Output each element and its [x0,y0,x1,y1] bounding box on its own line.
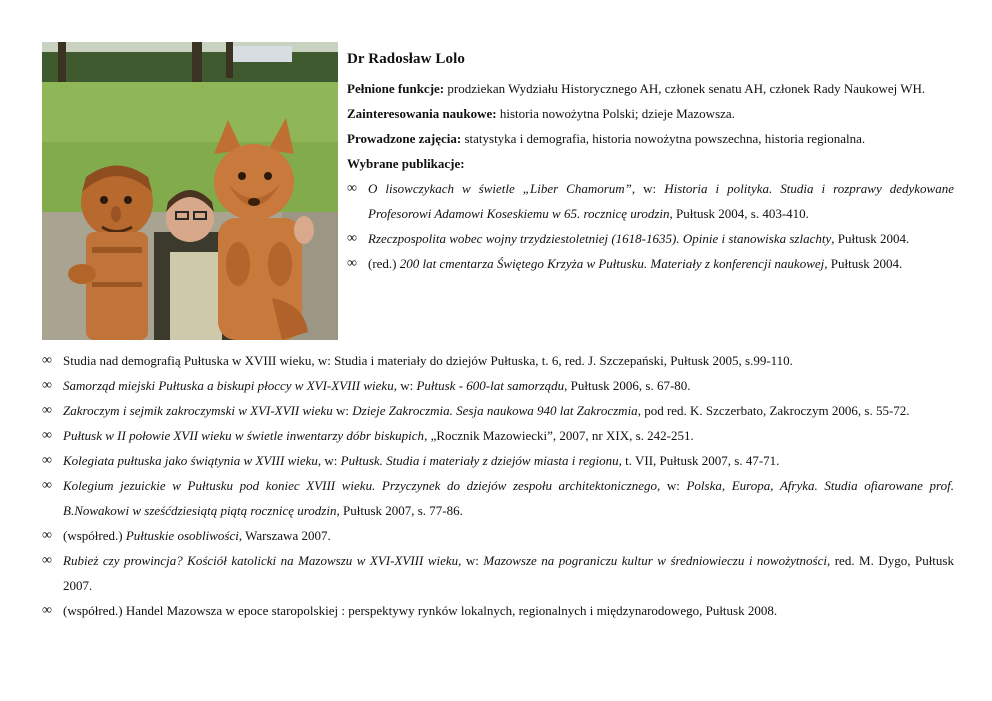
publication-item [42,348,954,373]
classes-label: Prowadzone zajęcia: [347,131,462,146]
infinity-bullet-icon: ∞ [42,353,52,368]
publication-text: (współred.) [63,528,126,543]
classes-line [347,126,954,151]
interests-label: Zainteresowania naukowe: [347,106,497,121]
publication-item [42,548,954,598]
publication-text: , w: [458,553,484,568]
publication-text: w: [332,403,353,418]
publication-item [42,473,954,523]
publication-item [347,251,954,276]
publication-item [42,398,954,423]
publication-title-text: Pułtusk - 600-lat samorządu [416,378,565,393]
publication-title-text: Zakroczym i sejmik zakroczymski w XVI-XVII wieku [63,403,333,418]
publication-text: , Pułtusk 2006, s. 67-80. [564,378,691,393]
publication-item [42,423,954,448]
infinity-bullet-icon: ∞ [42,553,52,568]
publication-text: , „Rocznik Mazowiecki”, 2007, nr XIX, s. 242-251. [424,428,694,443]
publication-title-text: Rubież czy prowincja? Kościół katolicki na Mazowszu w XVI-XVIII wieku [63,553,459,568]
functions-label: Pełnione funkcje: [347,81,445,96]
publication-text: , w: [631,181,665,196]
publication-text: , w: [657,478,687,493]
person-name: Dr Radosław Lolo [347,51,466,67]
info-block [347,76,954,276]
publication-title-text: Historia i polityka. Studia i rozprawy dedykowane Profesorowi Adamowi Koseskiemu w 65. rocznicę urodzin [368,181,955,221]
infinity-bullet-icon: ∞ [42,478,52,493]
publication-text: , Pułtusk 2004, s. 403-410. [669,206,809,221]
infinity-bullet-icon: ∞ [347,181,357,196]
infinity-bullet-icon: ∞ [42,603,52,618]
functions-line [347,76,954,101]
publication-text: , w: [317,453,341,468]
infinity-bullet-icon: ∞ [347,231,357,246]
publication-title-text: Pułtusk w II połowie XVII wieku w świetle inwentarzy dóbr biskupich [63,428,425,443]
publication-title-text: Polska, Europa, Afryka. Studia ofiarowane prof. B.Nowakowi w sześćdziesiątą piątą rocznicę urodzin [63,478,954,518]
interests-line [347,101,954,126]
publication-title-text: Pułtusk. Studia i materiały z dziejów miasta i regionu [340,453,619,468]
infinity-bullet-icon: ∞ [347,256,357,271]
publications-label: Wybrane publikacje: [347,156,465,171]
infinity-bullet-icon: ∞ [42,528,52,543]
infinity-bullet-icon: ∞ [42,453,52,468]
publication-title-text: Kolegiata pułtuska jako świątynia w XVIII wieku [63,453,318,468]
publication-title-text: Dzieje Zakroczmia. Sesja naukowa 940 lat Zakroczmia [352,403,638,418]
interests-text: historia nowożytna Polski; dzieje Mazowsza. [496,106,735,121]
publication-text: , pod red. K. Szczerbato, Zakroczym 2006, s. 55-72. [637,403,910,418]
publication-item [347,226,954,251]
publication-text: , Warszawa 2007. [238,528,331,543]
publications-list-top [347,176,954,276]
classes-text: statystyka i demografia, historia nowożytna powszechna, historia regionalna. [461,131,866,146]
infinity-bullet-icon: ∞ [42,378,52,393]
functions-text: prodziekan Wydziału Historycznego AH, członek senatu AH, członek Rady Naukowej WH. [444,81,926,96]
publications-heading [347,151,954,176]
publication-title-text: Kolegium jezuickie w Pułtusku pod koniec XVIII wieku. Przyczynek do dziejów zespołu architektonicznego [63,478,657,493]
publication-title-text: Pułtuskie osobliwości [125,528,239,543]
publication-text: , Pułtusk 2004. [831,231,910,246]
publication-item [42,373,954,398]
publications-list-lower [42,348,954,623]
publication-text: , Pułtusk 2004. [824,256,903,271]
portrait-photo [42,42,338,340]
publications-list-lower-wrap [42,348,954,623]
publication-text: (red.) [368,256,400,271]
publication-title-text: Mazowsze na pograniczu kultur w średniowieczu i nowożytności [483,553,827,568]
publication-title-text: Samorząd miejski Pułtuska a biskupi płoccy w XVI-XVIII wieku [63,378,394,393]
infinity-bullet-icon: ∞ [42,403,52,418]
publication-text: , w: [393,378,417,393]
publication-title-text: Rzeczpospolita wobec wojny trzydziestoletniej (1618-1635). Opinie i stanowiska szlachty [368,231,832,246]
publication-text: Studia nad demografią Pułtuska w XVIII wieku, w: Studia i materiały do dziejów Pułtuska, t. 6, red. J. Szczepański, Pułtusk 2005, s.99-110. [63,353,793,368]
publication-title-text: O lisowczykach w świetle „Liber Chamorum” [368,181,632,196]
publication-text: , t. VII, Pułtusk 2007, s. 47-71. [618,453,780,468]
publication-text: , red. M. Dygo, Pułtusk 2007. [63,553,954,593]
publication-item [347,176,954,226]
publication-item [42,448,954,473]
publication-text: (współred.) Handel Mazowsza w epoce staropolskiej : perspektywy rynków lokalnych, regionalnych i międzynarodowego, Pułtusk 2008. [63,603,778,618]
publication-item [42,598,954,623]
publication-text: , Pułtusk 2007, s. 77-86. [336,503,463,518]
publication-title-text: 200 lat cmentarza Świętego Krzyża w Pułtusku. Materiały z konferencji naukowej [399,256,825,271]
publication-item [42,523,954,548]
infinity-bullet-icon: ∞ [42,428,52,443]
